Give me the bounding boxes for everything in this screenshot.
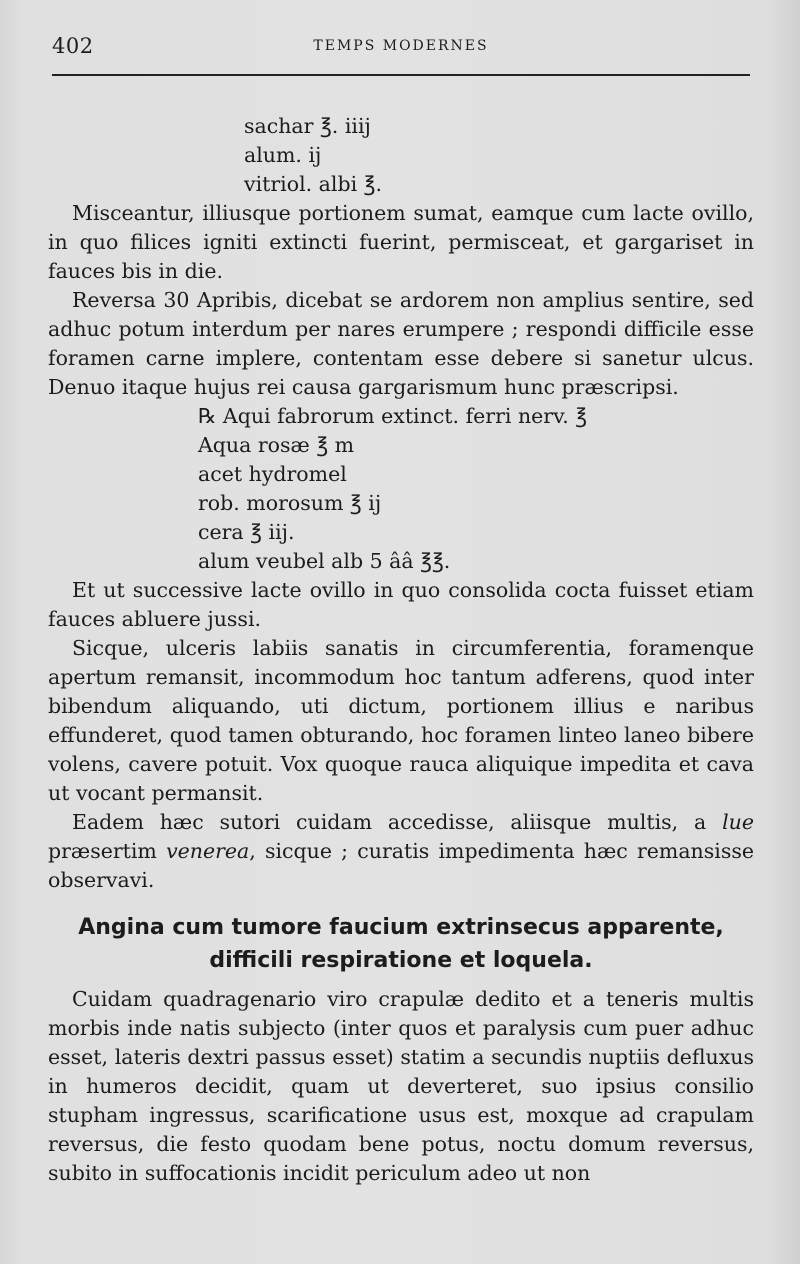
italic-term: lue [722, 810, 754, 834]
prescription-line: vitriol. albi ℥. [244, 172, 382, 196]
prescription-line: Aqua rosæ ℥ m [198, 433, 355, 457]
paragraph: Et ut successive lacte ovillo in quo consolida cocta fuisset etiam fauces abluere jussi. [48, 578, 754, 631]
paragraph: Reversa 30 Apribis, dicebat se ardorem non amplius sentire, sed adhuc potum interdum per nares erumpere ; respondi difficile esse foramen carne implere, contentam esse debere si sanetur ulcus. Denuo itaque hujus rei causa gargarismum hunc præscripsi. [48, 288, 754, 399]
section-heading [48, 911, 754, 977]
prescription-line: cera ℥ iij. [198, 520, 295, 544]
header-rule [52, 74, 750, 76]
paragraph-text: Eadem hæc sutori cuidam accedisse, aliisque multis, a [72, 810, 723, 834]
paragraph: Sicque, ulceris labiis sanatis in circumferentia, foramenque apertum remansit, incommodum hoc tantum adferens, quod inter bibendum aliquando, uti dictum, portionem illius e naribus effunderet, quod tamen obturando, hoc foramen linteo laneo bibere volens, cavere potuit. Vox quoque rauca aliquique impedita et cava ut vocant permansit. [48, 636, 754, 805]
italic-term: venerea [166, 839, 250, 863]
prescription-1 [48, 112, 754, 199]
section-heading-line: Angina cum tumore faucium extrinsecus apparente, [78, 915, 724, 940]
prescription-2 [48, 402, 754, 576]
page-header [52, 34, 750, 64]
paragraph [48, 808, 754, 895]
prescription-line: alum. ij [244, 143, 322, 167]
prescription-line: alum veubel alb 5 ââ ℥℥. [198, 549, 451, 573]
prescription-line: rob. morosum ℥ ij [198, 491, 382, 515]
page-number: 402 [52, 34, 94, 58]
prescription-line: acet hydromel [198, 462, 347, 486]
running-title: TEMPS MODERNES [313, 38, 489, 54]
page-body [48, 112, 754, 1188]
paragraph: Cuidam quadragenario viro crapulæ dedito et a teneris multis morbis inde natis subjecto (inter quos et paralysis cum puer adhuc esset, lateris dextri passus esset) statim a secundis nuptiis defluxus in humeros decidit, quam ut deverteret, suo ipsius consilio stupham ingressus, scarificatione usus est, moxque ad crapulam reversus, die festo quodam bene potus, noctu domum reversus, subito in suffocationis incidit periculum adeo ut non [48, 987, 754, 1185]
paragraph-text: præsertim [48, 839, 167, 863]
section-heading-line: difficili respiratione et loquela. [209, 948, 593, 973]
paragraph-text: , sicque ; curatis impedimenta hæc remansisse observavi. [48, 839, 754, 892]
prescription-line: ℞ Aqui fabrorum extinct. ferri nerv. ℥ [198, 404, 588, 428]
paragraph: Misceantur, illiusque portionem sumat, eamque cum lacte ovillo, in quo filices igniti extincti fuerint, permisceat, et gargariset in fauces bis in die. [48, 201, 754, 283]
prescription-line: sachar ℥. iiij [244, 114, 371, 138]
